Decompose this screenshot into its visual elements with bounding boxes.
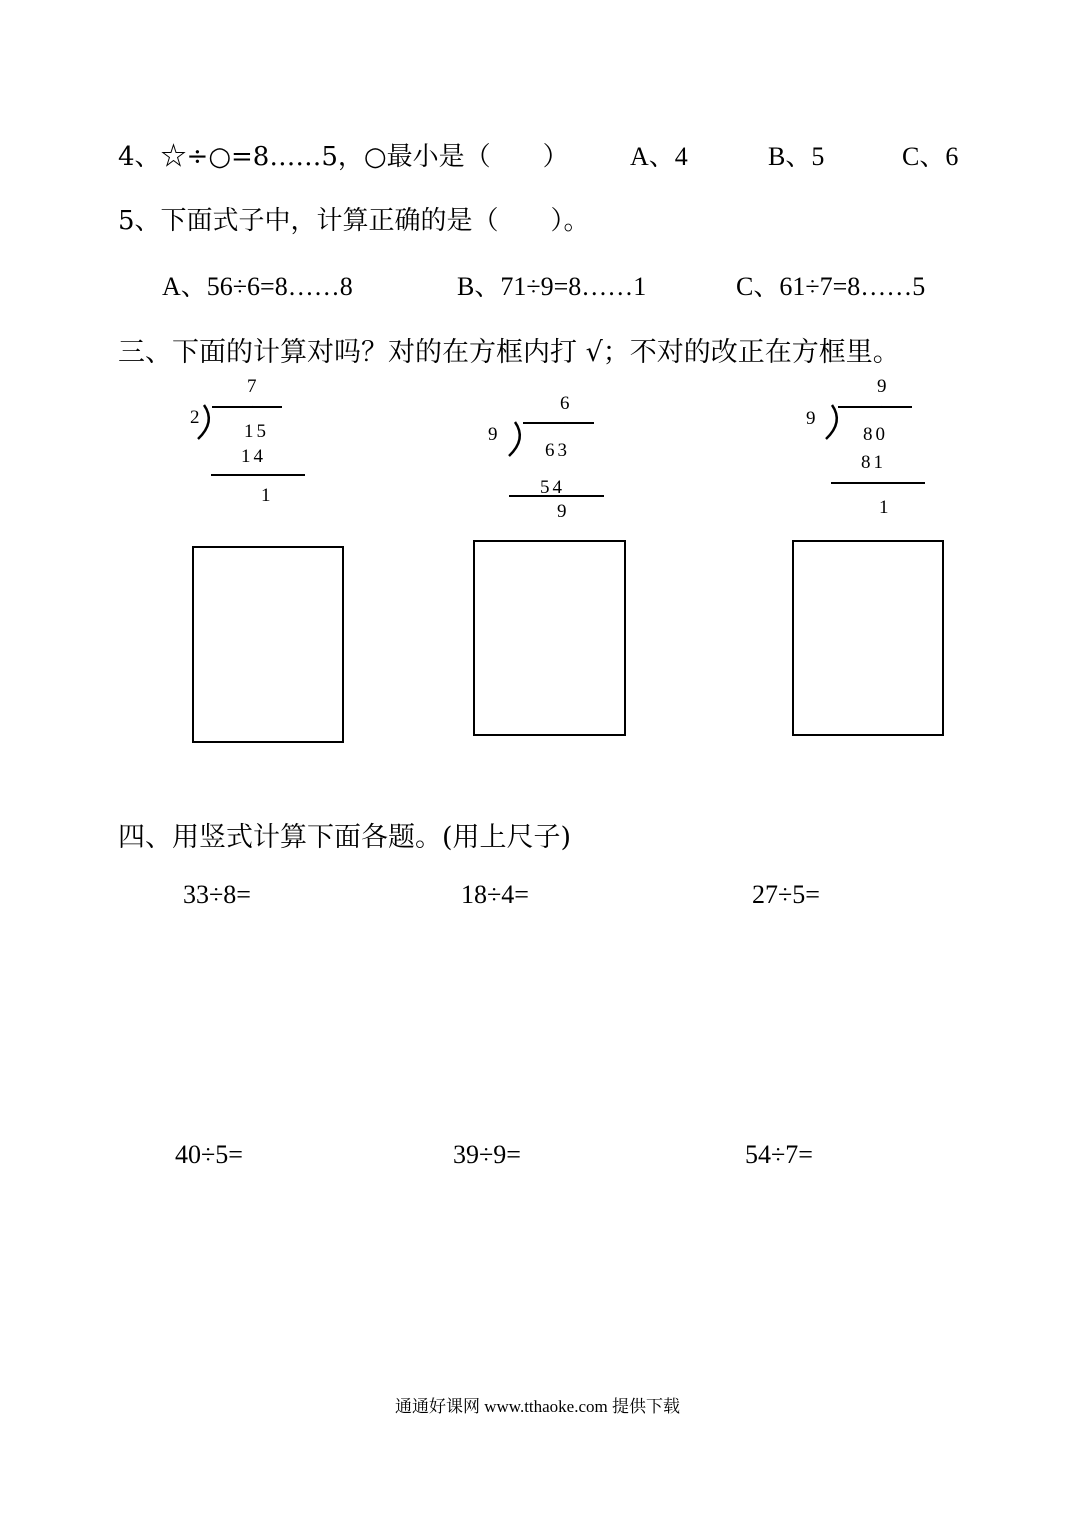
q5-option-c: C、61÷7=8……5 [736,272,926,301]
subtraction-line [831,482,925,484]
q4-option-c: C、6 [902,142,959,171]
division-bracket-icon [196,405,216,441]
footer-text: 通通好课网 www.tthaoke.com 提供下载 [394,1397,681,1416]
section4-title: 四、用竖式计算下面各题。(用上尺子) [118,822,572,853]
remainder: 9 [557,501,567,522]
quotient: 9 [877,376,887,397]
product: 14 [241,446,266,467]
q5-stem: 5、下面式子中，计算正确的是（ ）。 [118,206,590,236]
remainder: 1 [261,485,271,506]
exercise-39-div-9: 39÷9= [453,1140,521,1169]
product: 54 [540,477,565,498]
q4-stem: 4、☆÷○=8……5，○最小是（ ） [118,142,569,172]
subtraction-line [509,495,604,497]
section3-title: 三、下面的计算对吗？对的在方框内打 √；不对的改正在方框里。 [118,337,900,368]
product: 81 [861,452,886,473]
answer-box-3[interactable] [792,540,944,736]
dividend: 15 [244,421,269,442]
divisor: 9 [806,408,816,429]
divisor: 2 [190,407,200,428]
answer-box-2[interactable] [473,540,626,736]
dot-mark: · [563,416,567,430]
exercise-27-div-5: 27÷5= [752,880,820,909]
dividend: 63 [545,440,570,461]
exercise-33-div-8: 33÷8= [183,880,251,909]
q4-option-b: B、5 [768,142,825,171]
subtraction-line [211,474,305,476]
quotient: 7 [247,376,257,397]
q4-option-a: A、4 [630,142,688,171]
answer-box-1[interactable] [192,546,344,743]
division-bar [838,406,912,408]
exercise-18-div-4: 18÷4= [461,880,529,909]
division-bracket-icon [824,405,844,441]
dot-mark: · [880,400,884,414]
exercise-54-div-7: 54÷7= [745,1140,813,1169]
division-bar [523,422,594,424]
q5-option-b: B、71÷9=8……1 [457,272,647,301]
dot-mark: · [251,400,255,414]
exercise-40-div-5: 40÷5= [175,1140,243,1169]
quotient: 6 [560,393,570,414]
division-bar [212,406,282,408]
division-bracket-icon [507,422,527,458]
q5-option-a: A、56÷6=8……8 [162,272,353,301]
remainder: 1 [879,497,889,518]
divisor: 9 [488,424,498,445]
dividend: 80 [863,424,888,445]
